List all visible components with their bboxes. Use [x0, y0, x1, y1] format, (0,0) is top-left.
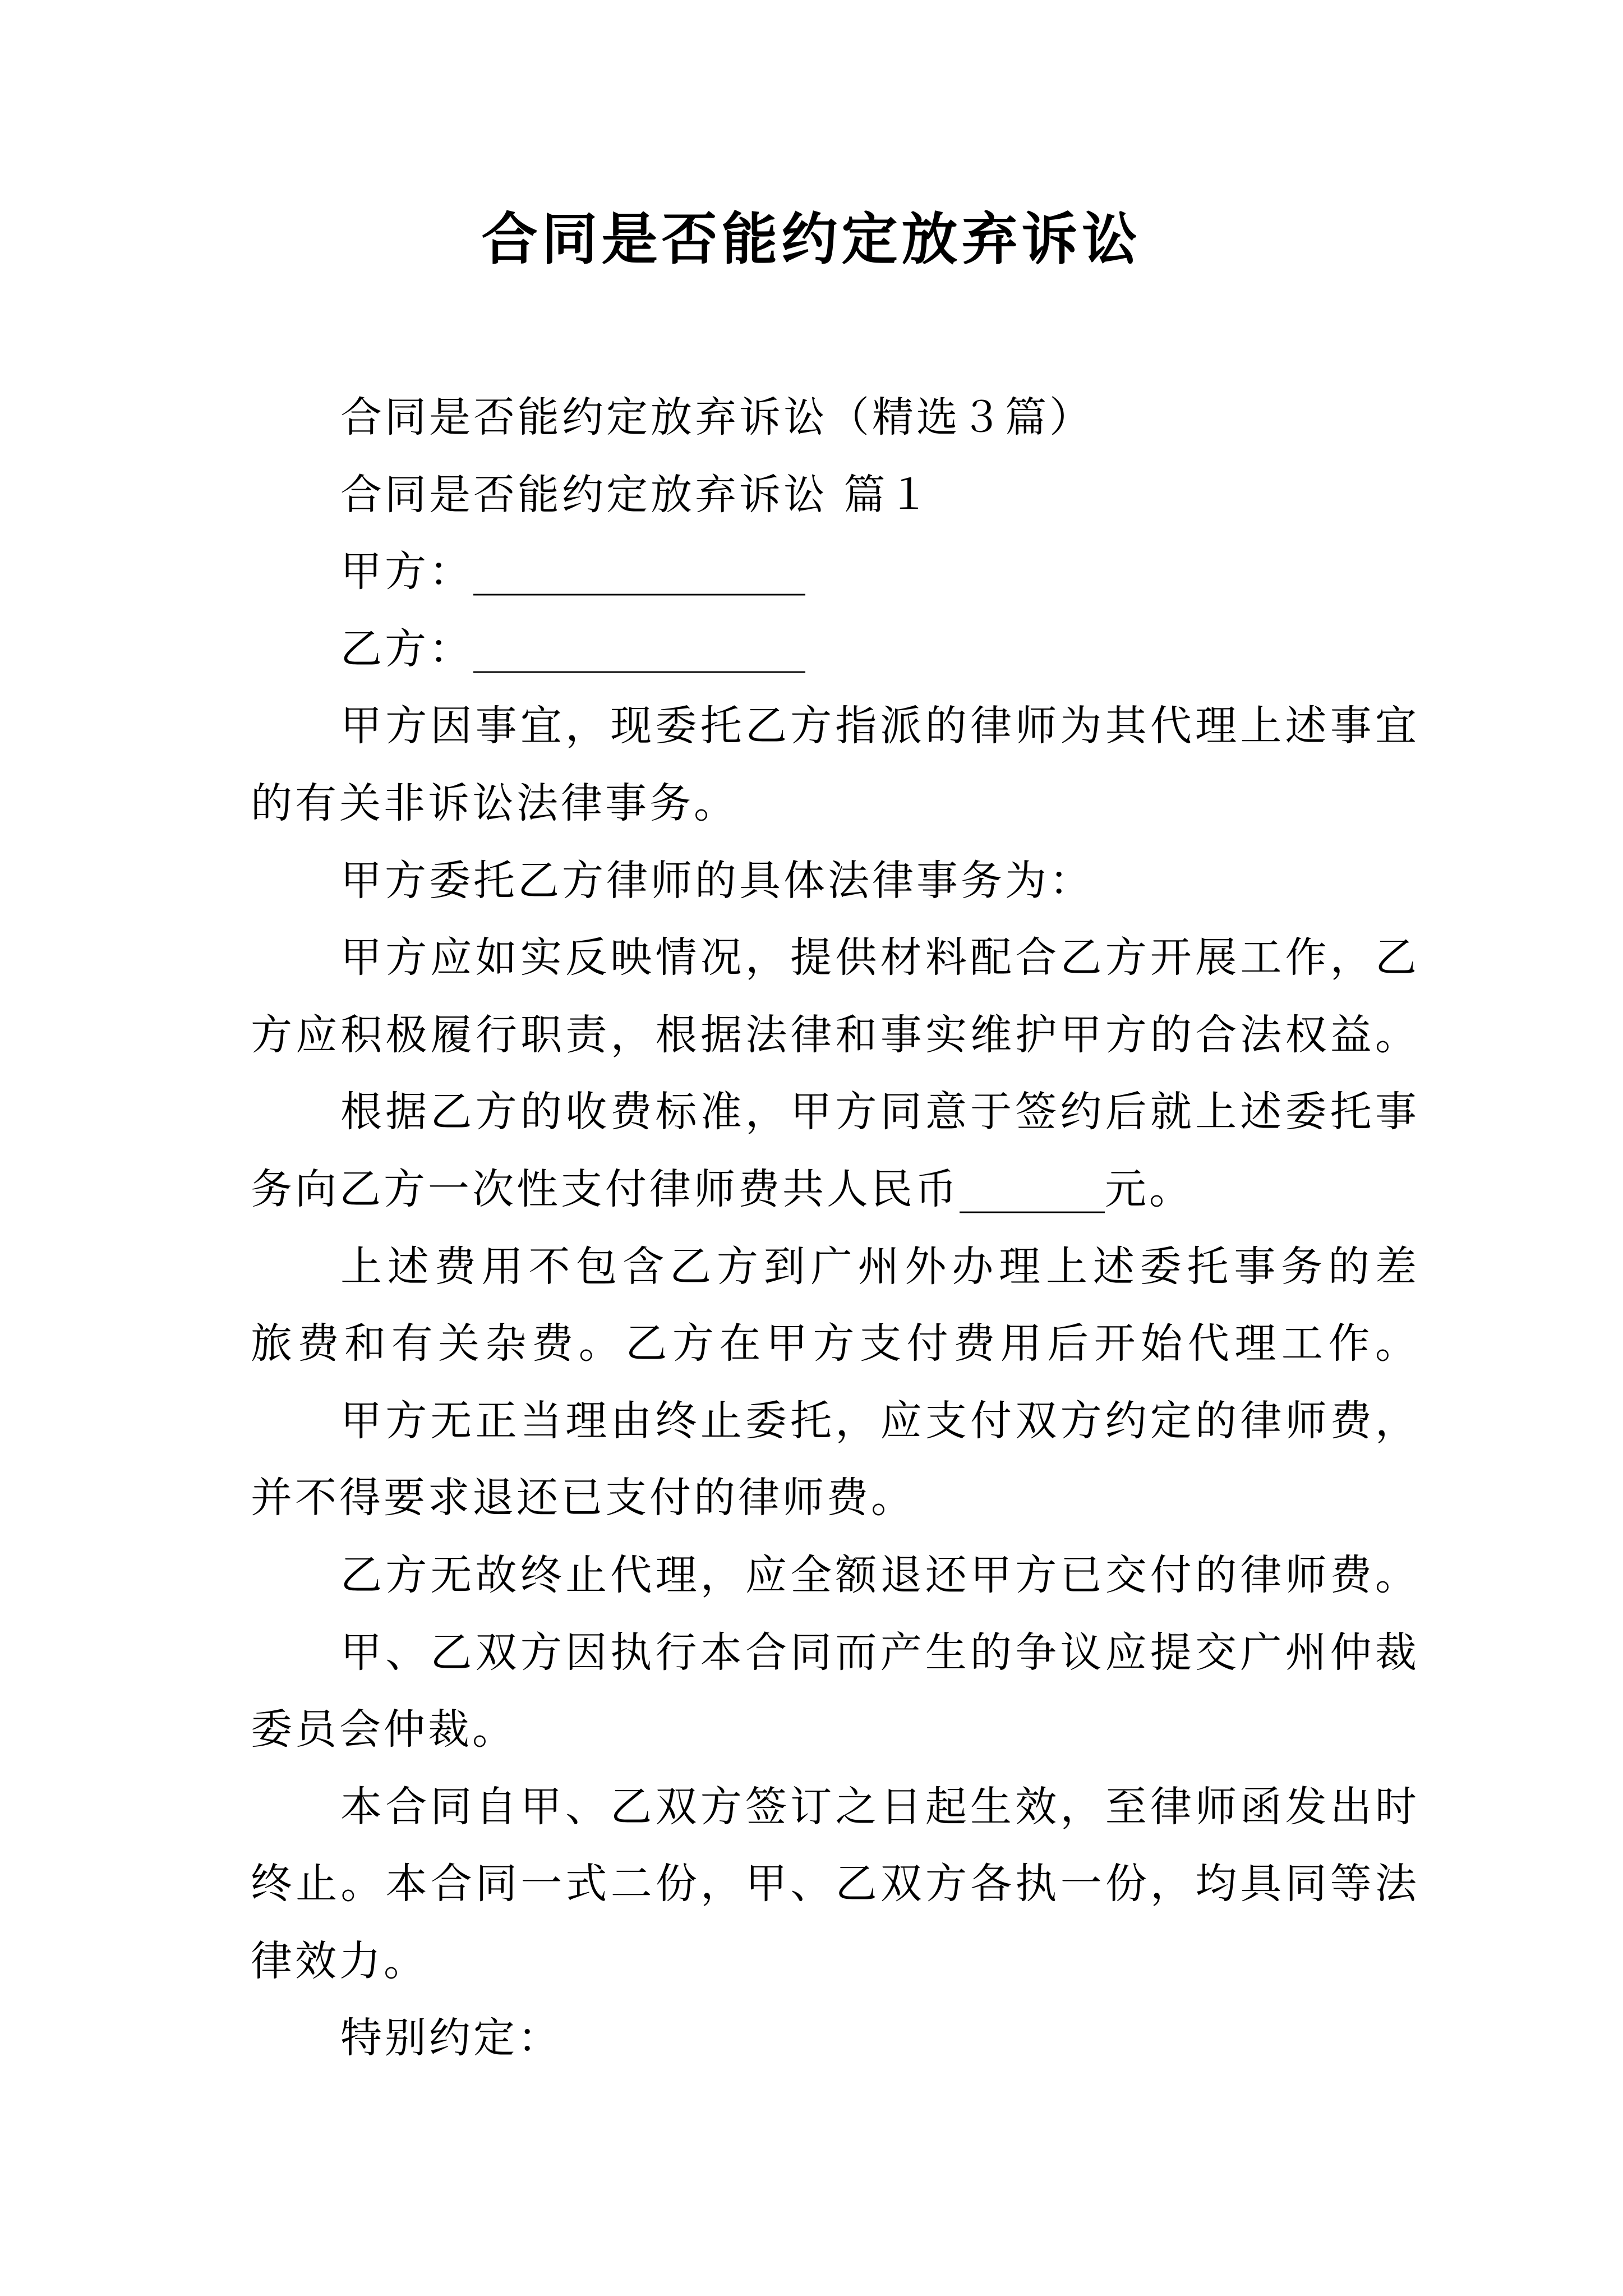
fee-line	[251, 1151, 1419, 1228]
paragraph-line: 旅费和有关杂费。乙方在甲方支付费用后开始代理工作。	[251, 1319, 1419, 1368]
paragraph-line: 的有关非诉讼法律事务。	[251, 779, 738, 827]
paragraph-line: 甲方委托乙方律师的具体法律事务为：	[340, 856, 1094, 905]
fee-amount-blank: _______	[960, 1165, 1105, 1213]
collection-heading: 合同是否能约定放弃诉讼（精选３篇）	[340, 393, 1094, 441]
paragraph-line: 委员会仲裁。	[251, 1705, 517, 1754]
party-b-line	[251, 611, 1419, 688]
paragraph-line: 甲方应如实反映情况，提供材料配合乙方开展工作，乙	[340, 933, 1419, 982]
party-a-line	[251, 533, 1419, 611]
party-a-blank: ________________	[473, 547, 805, 596]
fee-line-suffix: 元。	[1105, 1165, 1193, 1213]
paragraph-line: 上述费用不包含乙方到广州外办理上述委托事务的差	[340, 1242, 1419, 1291]
party-a-label: 甲方：	[340, 547, 473, 596]
paragraph-line: 甲、乙双方因执行本合同而产生的争议应提交广州仲裁	[340, 1628, 1419, 1677]
paragraph-line: 本合同自甲、乙双方签订之日起生效，至律师函发出时	[340, 1782, 1419, 1831]
paragraph-line: 根据乙方的收费标准，甲方同意于签约后就上述委托事	[340, 1088, 1419, 1137]
party-b-blank: ________________	[473, 624, 805, 673]
party-b-label: 乙方：	[340, 624, 473, 673]
document-title: 合同是否能约定放弃诉讼	[481, 206, 1142, 272]
paragraph-line: 并不得要求退还已支付的律师费。	[251, 1474, 915, 1522]
paragraph-line: 终止。本合同一式二份，甲、乙双方各执一份，均具同等法	[251, 1860, 1419, 1908]
paragraph-line: 甲方因事宜，现委托乙方指派的律师为其代理上述事宜	[340, 702, 1419, 751]
special-terms-heading: 特别约定：	[340, 2014, 562, 2063]
paragraph-line: 方应积极履行职责，根据法律和事实维护甲方的合法权益。	[251, 1010, 1419, 1059]
paragraph-line: 甲方无正当理由终止委托，应支付双方约定的律师费，	[340, 1396, 1419, 1445]
section-heading: 合同是否能约定放弃诉讼 篇１	[340, 470, 933, 519]
paragraph-line: 律效力。	[251, 1936, 428, 1985]
document-body	[251, 379, 1419, 2077]
fee-line-prefix: 务向乙方一次性支付律师费共人民币	[251, 1165, 960, 1213]
paragraph-line: 乙方无故终止代理，应全额退还甲方已交付的律师费。	[340, 1550, 1419, 1599]
